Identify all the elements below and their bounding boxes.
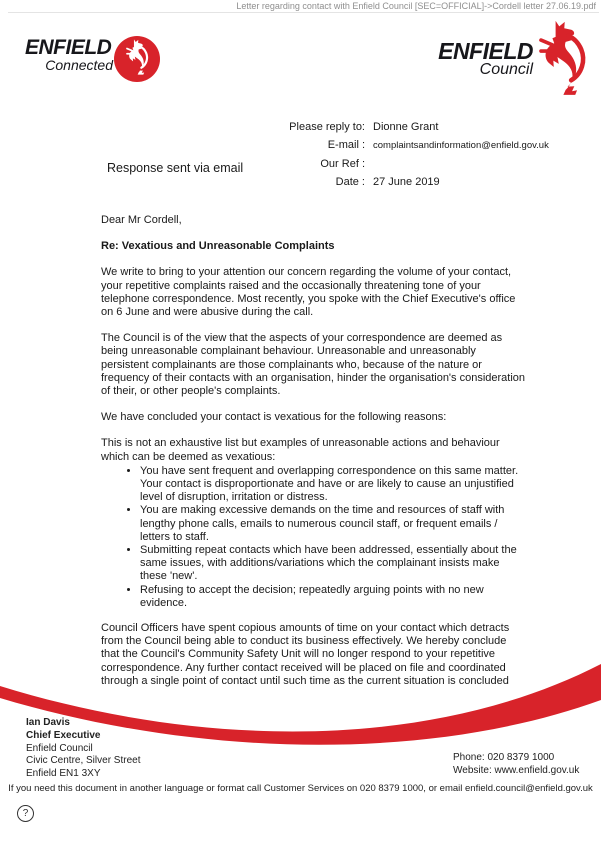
paragraph-closing: Council Officers have spent copious amounts of time on your contact which detracts from the Council being able to conduct its business effectively. We hereby conclude that the Council's Community Safety Unit will no longer respond to your repetitive correspondence. Any further contact received will be placed on file and coordinated through a single point of contact until such time as the current situation is concluded (101, 622, 510, 687)
viewer-title: Letter regarding contact with Enfield Council [SEC=OFFICIAL]->Cordell letter 27.06.19.pdf (236, 1, 596, 11)
meta-value (365, 155, 373, 173)
titlebar-divider (8, 12, 599, 13)
logo-right-tagline: Council (479, 61, 533, 78)
letter-meta (240, 118, 549, 191)
meta-row-reply-to (240, 118, 549, 136)
meta-value-email: complaintsandinformation@enfield.gov.uk (373, 140, 549, 151)
subject-line: Re: Vexatious and Unreasonable Complaints (101, 240, 335, 253)
website-line: Website: www.enfield.gov.uk (453, 765, 580, 776)
response-note: Response sent via email (107, 161, 244, 175)
logo-right-name: ENFIELD (438, 38, 533, 64)
paragraph: We have concluded your contact is vexatious for the following reasons: (101, 411, 447, 424)
address-line: Civic Centre, Silver Street (26, 755, 141, 767)
logo-left-tagline: Connected (45, 57, 113, 73)
logo-left-name: ENFIELD (25, 36, 112, 59)
meta-label: E-mail : (327, 139, 365, 151)
question-mark-glyph: ? (22, 808, 29, 819)
meta-value: Dionne Grant (373, 121, 439, 133)
enfield-connected-logo (25, 36, 113, 73)
paragraph: The Council is of the view that the aspects of your correspondence are deemed as being unreasonable complainant behaviour. Unreasonable and unreasonably persistent complainants are those complainants who, because of the nature or frequency of their contacts with an organisation, hinder the organisation's consideration of their, or other people's complaints. (101, 332, 526, 398)
enfield-council-logo (393, 38, 533, 79)
signatory-name: Ian Davis (26, 717, 70, 728)
meta-row-our-ref (240, 155, 549, 173)
list-item: • Submitting repeat contacts which have been addressed, essentially about the same issues, with additions/variations which the complainant insists make these 'new'. (140, 544, 526, 584)
meta-row-date (240, 173, 549, 191)
letter-body (101, 214, 526, 688)
meta-label: Date : (335, 176, 365, 188)
meta-row-email (240, 136, 549, 155)
address-line: Enfield EN1 3XY (26, 768, 101, 780)
salutation: Dear Mr Cordell, (101, 214, 182, 226)
paragraph: We write to bring to your attention our concern regarding the volume of your contact, your repetitive complaints raised and the occasionally threatening tone of your telephone correspondence. Most recently, you spoke with the Chief Executive's office on 6 June and were abusive during the call. (101, 266, 516, 319)
list-item: • Refusing to accept the decision; repeatedly arguing points with no new evidence. (140, 584, 526, 610)
signature-block (26, 717, 140, 781)
lion-icon (123, 39, 151, 79)
paragraph-list-intro: This is not an exhaustive list but examples of unreasonable actions and behaviour which can be deemed as vexatious: (101, 437, 500, 463)
meta-value: 27 June 2019 (373, 176, 440, 188)
contact-block (453, 751, 579, 777)
language-access-line: If you need this document in another language or format call Customer Services on 020 8379 1000, or email enfield.council@enfield.gov.uk (8, 783, 593, 794)
signatory-title: Chief Executive (26, 729, 101, 741)
meta-label: Please reply to: (289, 121, 365, 133)
list-item: • You have sent frequent and overlapping correspondence on this same matter. Your contact is disproportionate and have or are likely to cause an unjustified level of disruption, irritation or distress. (140, 465, 526, 505)
meta-label: Our Ref : (320, 158, 365, 170)
question-mark-icon (17, 805, 34, 822)
enfield-lion-icon (532, 20, 592, 104)
enfield-roundel-lion-icon (114, 36, 160, 82)
vexatious-examples-list (101, 465, 526, 610)
phone-line: Phone: 020 8379 1000 (453, 752, 555, 763)
address-line: Enfield Council (26, 742, 93, 754)
list-item: • You are making excessive demands on the time and resources of staff with lengthy phone calls, emails to numerous council staff, or frequent emails / letters to staff. (140, 504, 526, 544)
